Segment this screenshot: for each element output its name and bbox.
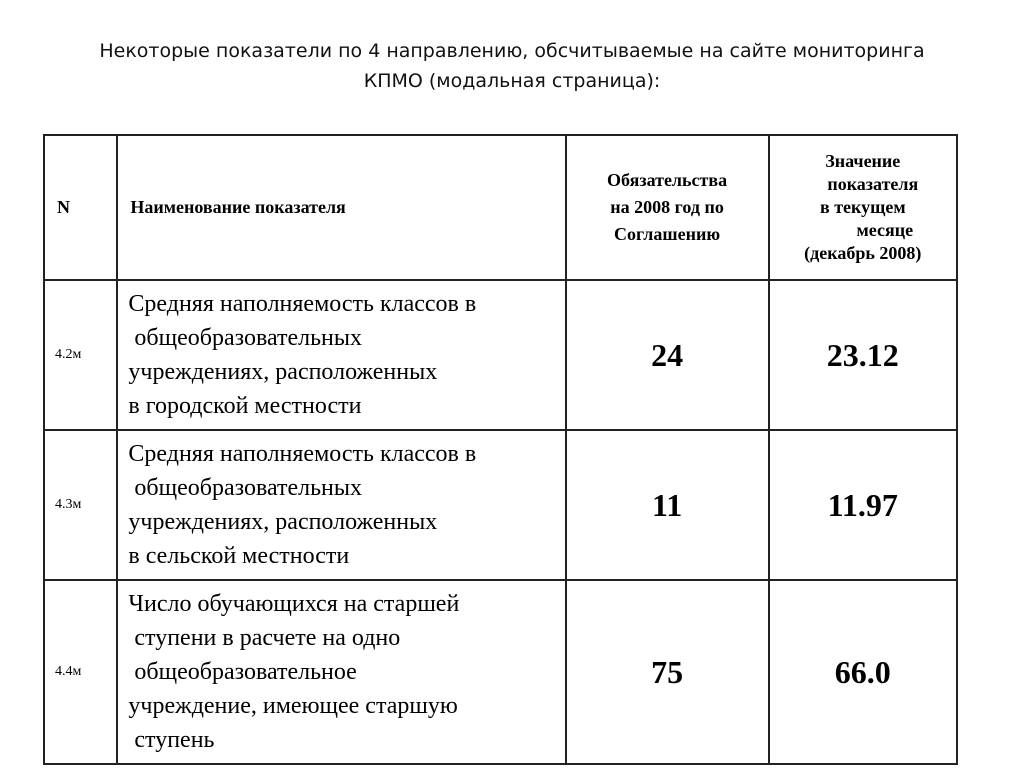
row-name-line: учреждениях, расположенных — [128, 359, 438, 385]
row-name — [117, 430, 565, 580]
header-value-line: (декабрь 2008) — [804, 243, 922, 263]
row-number: 4.2м — [44, 280, 117, 430]
header-number: N — [44, 135, 117, 280]
row-name-line: общеобразовательных — [134, 475, 363, 501]
table-header-row — [44, 135, 957, 280]
row-obligation: 75 — [566, 580, 769, 764]
title-line-1: Некоторые показатели по 4 направлению, обсчитываемые на сайте мониторинга — [99, 40, 925, 62]
header-value — [769, 135, 957, 280]
header-name: Наименование показателя — [117, 135, 565, 280]
row-name-line: в городской местности — [128, 393, 362, 419]
header-value-line: месяце — [856, 220, 914, 240]
header-obligation-line: Соглашению — [614, 224, 721, 244]
row-name-line: ступень — [134, 727, 215, 753]
header-obligation — [566, 135, 769, 280]
row-name-line: в сельской местности — [128, 543, 350, 569]
row-number: 4.4м — [44, 580, 117, 764]
row-name-line: общеобразовательное — [134, 659, 357, 685]
row-name-line: общеобразовательных — [134, 325, 363, 351]
header-value-line: Значение — [825, 151, 901, 171]
row-obligation: 11 — [566, 430, 769, 580]
row-name — [117, 580, 565, 764]
title-line-2: КПМО (модальная страница): — [363, 70, 661, 92]
table-row — [44, 580, 957, 764]
row-name-line: учреждение, имеющее старшую — [128, 693, 458, 719]
row-obligation: 24 — [566, 280, 769, 430]
row-name-line: учреждениях, расположенных — [128, 509, 438, 535]
table-row — [44, 430, 957, 580]
row-value: 66.0 — [769, 580, 957, 764]
indicators-table — [43, 134, 958, 765]
header-value-line: показателя — [827, 174, 919, 194]
table-row — [44, 280, 957, 430]
row-name — [117, 280, 565, 430]
header-obligation-line: Обязательства — [607, 170, 728, 190]
header-obligation-line: на 2008 год по — [610, 197, 724, 217]
header-value-line: в текущем — [819, 197, 906, 217]
row-name-line: Число обучающихся на старшей — [128, 591, 460, 617]
row-name-line: ступени в расчете на одно — [134, 625, 401, 651]
row-name-line: Средняя наполняемость классов в — [128, 441, 477, 467]
page-title — [40, 36, 984, 96]
row-name-line: Средняя наполняемость классов в — [128, 291, 477, 317]
row-value: 11.97 — [769, 430, 957, 580]
row-number: 4.3м — [44, 430, 117, 580]
row-value: 23.12 — [769, 280, 957, 430]
